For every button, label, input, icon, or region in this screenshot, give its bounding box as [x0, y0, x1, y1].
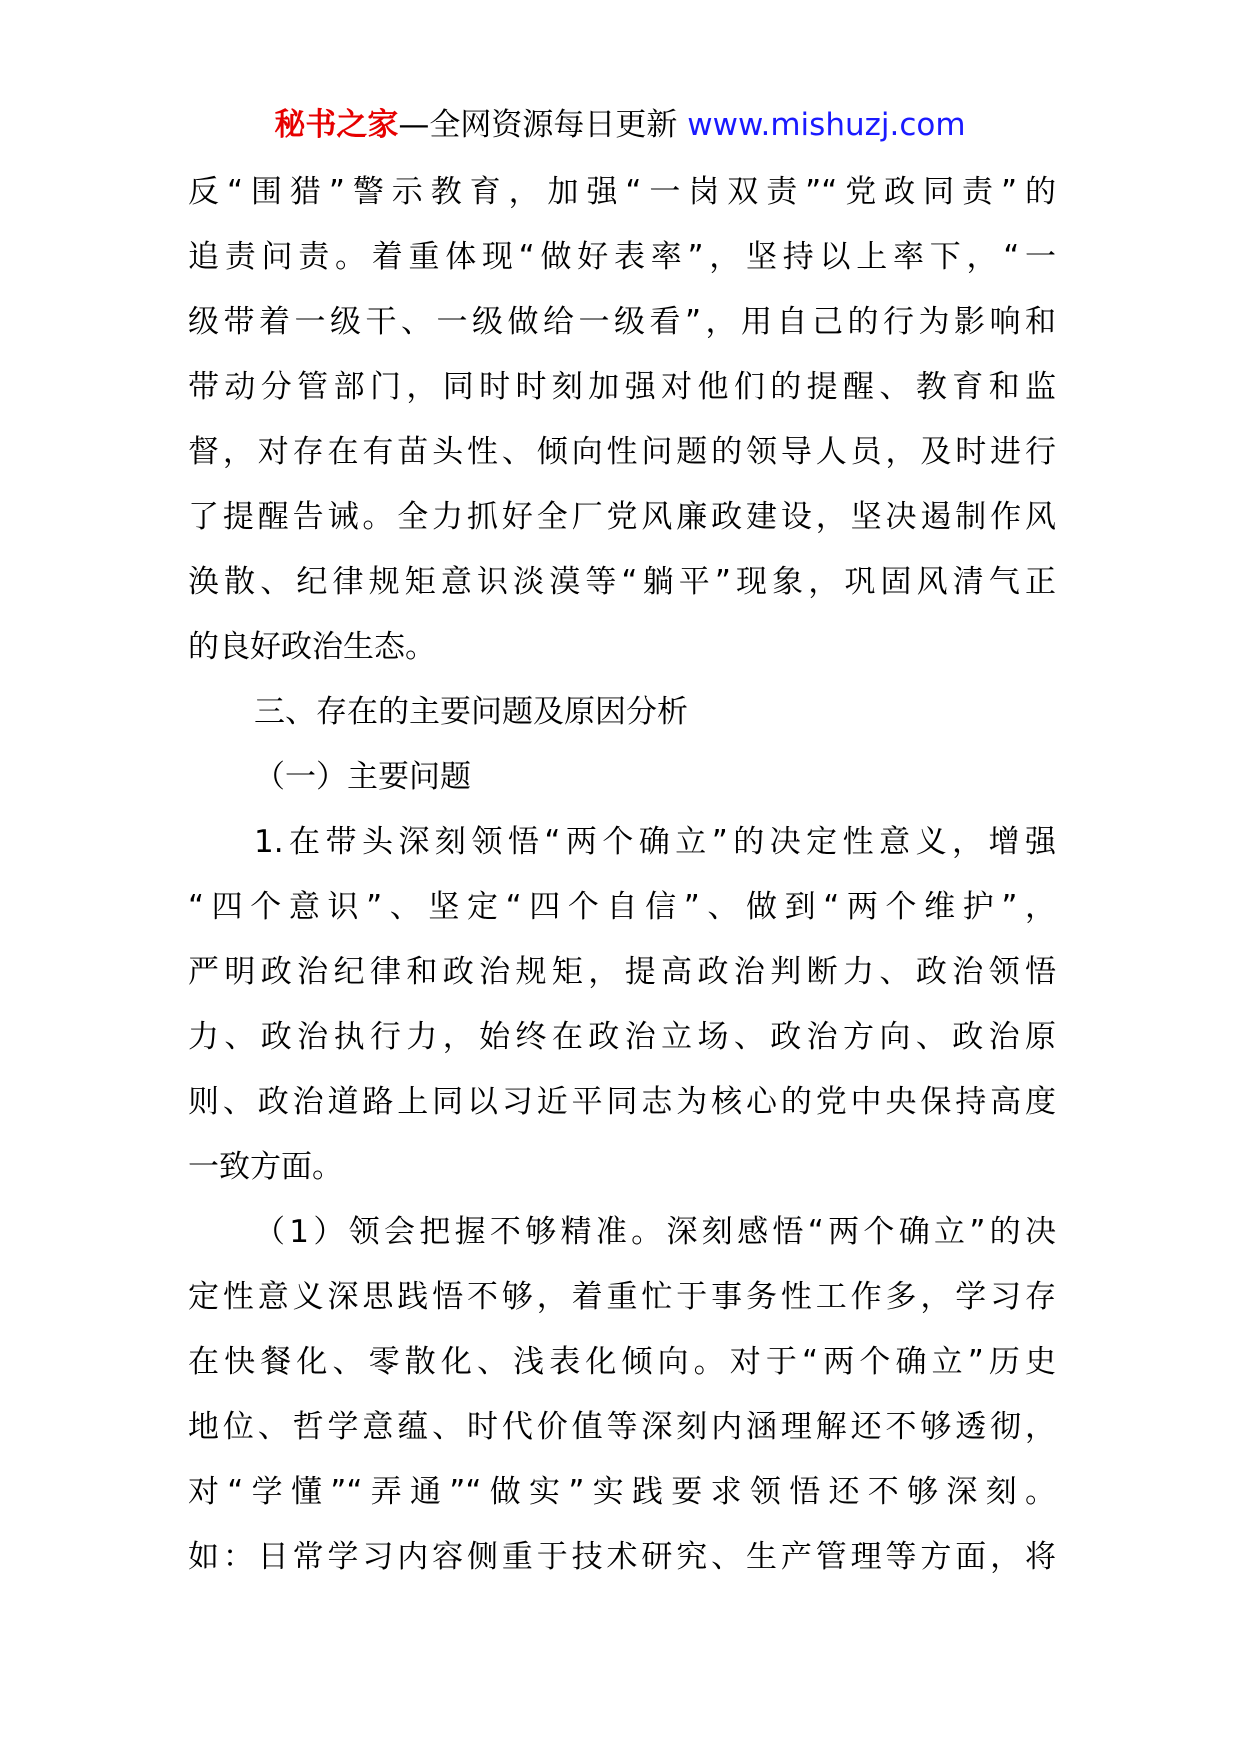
text-line: 督，对存在有苗头性、倾向性问题的领导人员，及时进行	[188, 434, 1056, 470]
text-line: “四个意识”、坚定“四个自信”、做到“两个维护”，	[188, 889, 1056, 925]
text-line: 1.在带头深刻领悟“两个确立”的决定性意义，增强	[254, 824, 1056, 860]
text-line: 则、政治道路上同以习近平同志为核心的党中央保持高度	[188, 1084, 1056, 1120]
text-line: 反“围猎”警示教育，加强“一岗双责”“党政同责”的	[188, 174, 1056, 210]
brand-name: 秘书之家	[274, 107, 399, 143]
text-line: （1）领会把握不够精准。深刻感悟“两个确立”的决	[254, 1214, 1056, 1250]
text-line: 的良好政治生态。	[188, 629, 436, 665]
text-line: 在快餐化、零散化、浅表化倾向。对于“两个确立”历史	[188, 1344, 1056, 1380]
section-heading: 三、存在的主要问题及原因分析	[254, 694, 688, 730]
text-line: 如：日常学习内容侧重于技术研究、生产管理等方面，将	[188, 1539, 1056, 1575]
text-line: 带动分管部门，同时时刻加强对他们的提醒、教育和监	[188, 369, 1056, 405]
text-line: 一致方面。	[188, 1149, 343, 1185]
text-line: 对“学懂”“弄通”“做实”实践要求领悟还不够深刻。	[188, 1474, 1056, 1510]
page-header	[0, 100, 1240, 150]
text-line: 严明政治纪律和政治规矩，提高政治判断力、政治领悟	[188, 954, 1056, 990]
text-line: 定性意义深思践悟不够，着重忙于事务性工作多，学习存	[188, 1279, 1056, 1315]
text-line: 追责问责。着重体现“做好表率”，坚持以上率下，“一	[188, 239, 1056, 275]
text-line: 力、政治执行力，始终在政治立场、政治方向、政治原	[188, 1019, 1056, 1055]
header-tagline: —全网资源每日更新	[398, 107, 678, 143]
document-body	[188, 160, 1056, 1590]
website-link[interactable]: www.mishuzj.com	[687, 107, 966, 143]
text-line: 涣散、纪律规矩意识淡漠等“躺平”现象，巩固风清气正	[188, 564, 1056, 600]
text-line: 级带着一级干、一级做给一级看”，用自己的行为影响和	[188, 304, 1056, 340]
subsection-heading: （一）主要问题	[254, 759, 471, 795]
text-line: 了提醒告诫。全力抓好全厂党风廉政建设，坚决遏制作风	[188, 499, 1056, 535]
text-line: 地位、哲学意蕴、时代价值等深刻内涵理解还不够透彻，	[188, 1409, 1056, 1445]
